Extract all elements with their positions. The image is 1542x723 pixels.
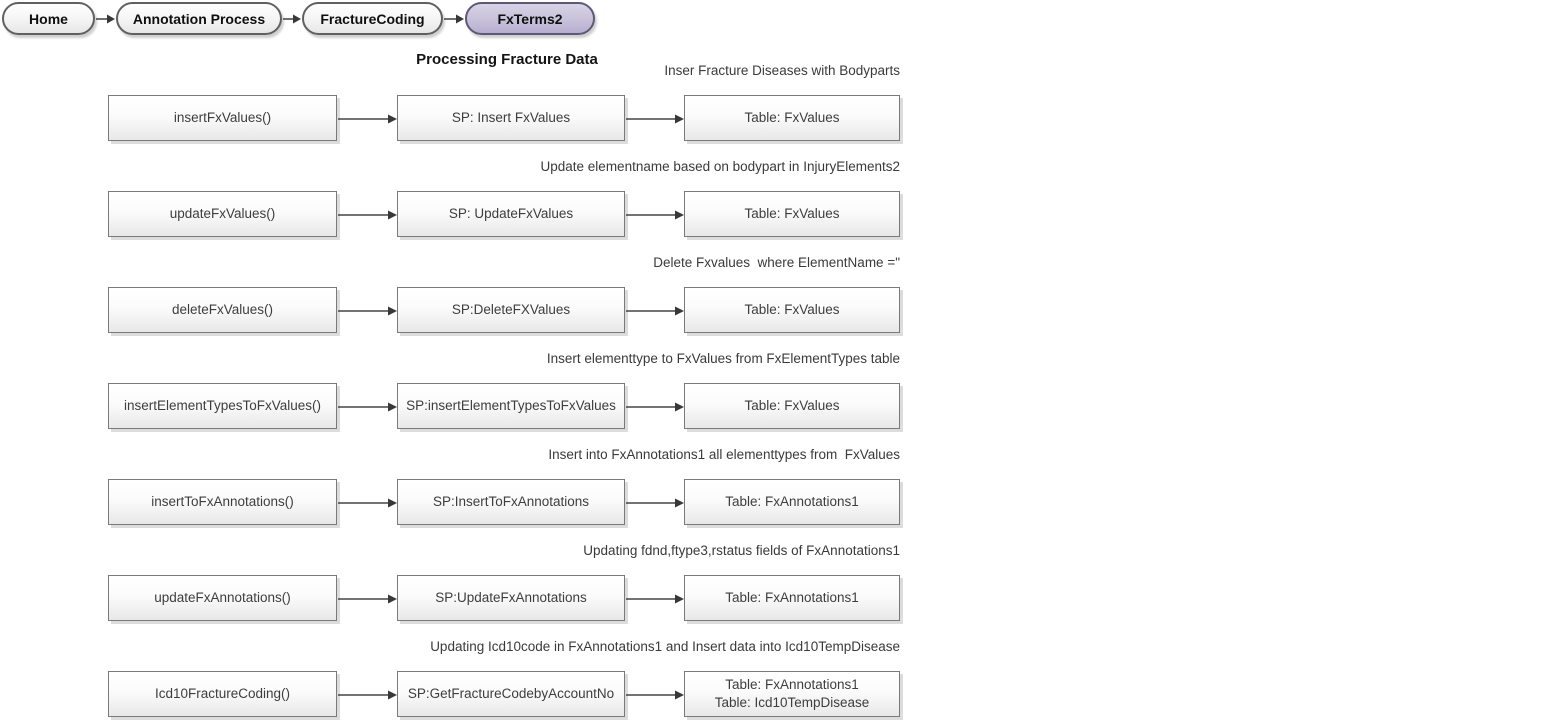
table-label: Table: FxAnnotations1 xyxy=(725,493,859,509)
table-box xyxy=(684,383,900,429)
table-box xyxy=(684,671,900,717)
table-box xyxy=(684,575,900,621)
flow-arrow-icon xyxy=(626,575,684,623)
function-box xyxy=(108,479,337,525)
function-label: insertFxValues() xyxy=(173,109,272,125)
flow-row-delete-fxvalues xyxy=(0,255,1542,335)
function-label: deleteFxValues() xyxy=(171,301,274,317)
breadcrumb-item-fracturecoding[interactable] xyxy=(302,2,443,35)
row-caption: Delete Fxvalues where ElementName =" xyxy=(653,255,900,270)
flow-arrow-icon xyxy=(626,479,684,527)
flow-arrow-icon xyxy=(338,95,397,143)
table-label: Table: FxAnnotations1 xyxy=(725,589,859,605)
function-label: insertElementTypesToFxValues() xyxy=(123,397,322,413)
table-box xyxy=(684,95,900,141)
function-label: updateFxAnnotations() xyxy=(154,589,291,605)
table-label: Table: FxAnnotations1 xyxy=(725,676,859,692)
stored-procedure-label: SP:GetFractureCodebyAccountNo xyxy=(407,685,615,701)
flow-row-update-fxvalues xyxy=(0,159,1542,239)
flow-arrow-icon xyxy=(626,95,684,143)
table-label: Table: FxValues xyxy=(744,205,840,221)
function-box xyxy=(108,191,337,237)
flow-arrow-icon xyxy=(338,383,397,431)
function-label: updateFxValues() xyxy=(169,205,276,221)
breadcrumb-item-home[interactable] xyxy=(2,2,95,35)
table-box xyxy=(684,287,900,333)
flow-arrow-icon xyxy=(626,287,684,335)
stored-procedure-label: SP:insertElementTypesToFxValues xyxy=(406,397,616,413)
breadcrumb-arrow-icon xyxy=(443,2,465,35)
table-label: Table: FxValues xyxy=(744,109,840,125)
row-caption: Insert into FxAnnotations1 all elementtypes from FxValues xyxy=(548,447,900,462)
stored-procedure-label: SP: UpdateFxValues xyxy=(448,205,574,221)
breadcrumb-item-fxterms2-active[interactable] xyxy=(465,2,595,35)
flow-row-insert-fxvalues xyxy=(0,63,1542,143)
row-caption: Update elementname based on bodypart in InjuryElements2 xyxy=(540,159,900,174)
stored-procedure-box xyxy=(397,383,625,429)
breadcrumb-label: Annotation Process xyxy=(132,10,266,27)
function-label: Icd10FractureCoding() xyxy=(154,685,291,701)
row-caption: Inser Fracture Diseases with Bodyparts xyxy=(664,63,900,78)
stored-procedure-label: SP:UpdateFxAnnotations xyxy=(435,589,587,605)
table-box xyxy=(684,479,900,525)
table-label: Table: FxValues xyxy=(744,301,840,317)
function-box xyxy=(108,287,337,333)
flow-arrow-icon xyxy=(626,671,684,719)
flow-arrow-icon xyxy=(338,191,397,239)
stored-procedure-label: SP:InsertToFxAnnotations xyxy=(432,493,590,509)
flow-row-insert-to-fxannotations xyxy=(0,447,1542,527)
stored-procedure-box xyxy=(397,479,625,525)
breadcrumb-item-annotation-process[interactable] xyxy=(116,2,282,35)
flow-arrow-icon xyxy=(626,383,684,431)
stored-procedure-box xyxy=(397,191,625,237)
table-label: Table: FxValues xyxy=(744,397,840,413)
stored-procedure-label: SP: Insert FxValues xyxy=(451,109,571,125)
function-label: insertToFxAnnotations() xyxy=(151,493,294,509)
row-caption: Insert elementtype to FxValues from FxElementTypes table xyxy=(546,351,900,366)
flow-arrow-icon xyxy=(626,191,684,239)
breadcrumb-label: FxTerms2 xyxy=(497,10,563,27)
function-box xyxy=(108,671,337,717)
stored-procedure-box xyxy=(397,287,625,333)
flow-row-insert-elementtypes xyxy=(0,351,1542,431)
flow-arrow-icon xyxy=(338,479,397,527)
flow-arrow-icon xyxy=(338,575,397,623)
breadcrumb-arrow-icon xyxy=(95,2,116,35)
stored-procedure-box xyxy=(397,95,625,141)
function-box xyxy=(108,95,337,141)
function-box xyxy=(108,575,337,621)
page-title: Processing Fracture Data xyxy=(416,51,598,68)
stored-procedure-label: SP:DeleteFXValues xyxy=(451,301,571,317)
row-caption: Updating fdnd,ftype3,rstatus fields of FxAnnotations1 xyxy=(583,543,900,558)
stored-procedure-box xyxy=(397,671,625,717)
breadcrumb-label: FractureCoding xyxy=(320,10,425,27)
table-box xyxy=(684,191,900,237)
table-label-secondary: Table: Icd10TempDisease xyxy=(714,695,870,710)
flow-row-icd10-fracture-coding xyxy=(0,639,1542,719)
stored-procedure-box xyxy=(397,575,625,621)
function-box xyxy=(108,383,337,429)
breadcrumb-arrow-icon xyxy=(282,2,302,35)
flow-row-update-fxannotations xyxy=(0,543,1542,623)
breadcrumb-label: Home xyxy=(29,10,68,27)
row-caption: Updating Icd10code in FxAnnotations1 and Insert data into Icd10TempDisease xyxy=(430,639,900,654)
flow-arrow-icon xyxy=(338,671,397,719)
flow-arrow-icon xyxy=(338,287,397,335)
